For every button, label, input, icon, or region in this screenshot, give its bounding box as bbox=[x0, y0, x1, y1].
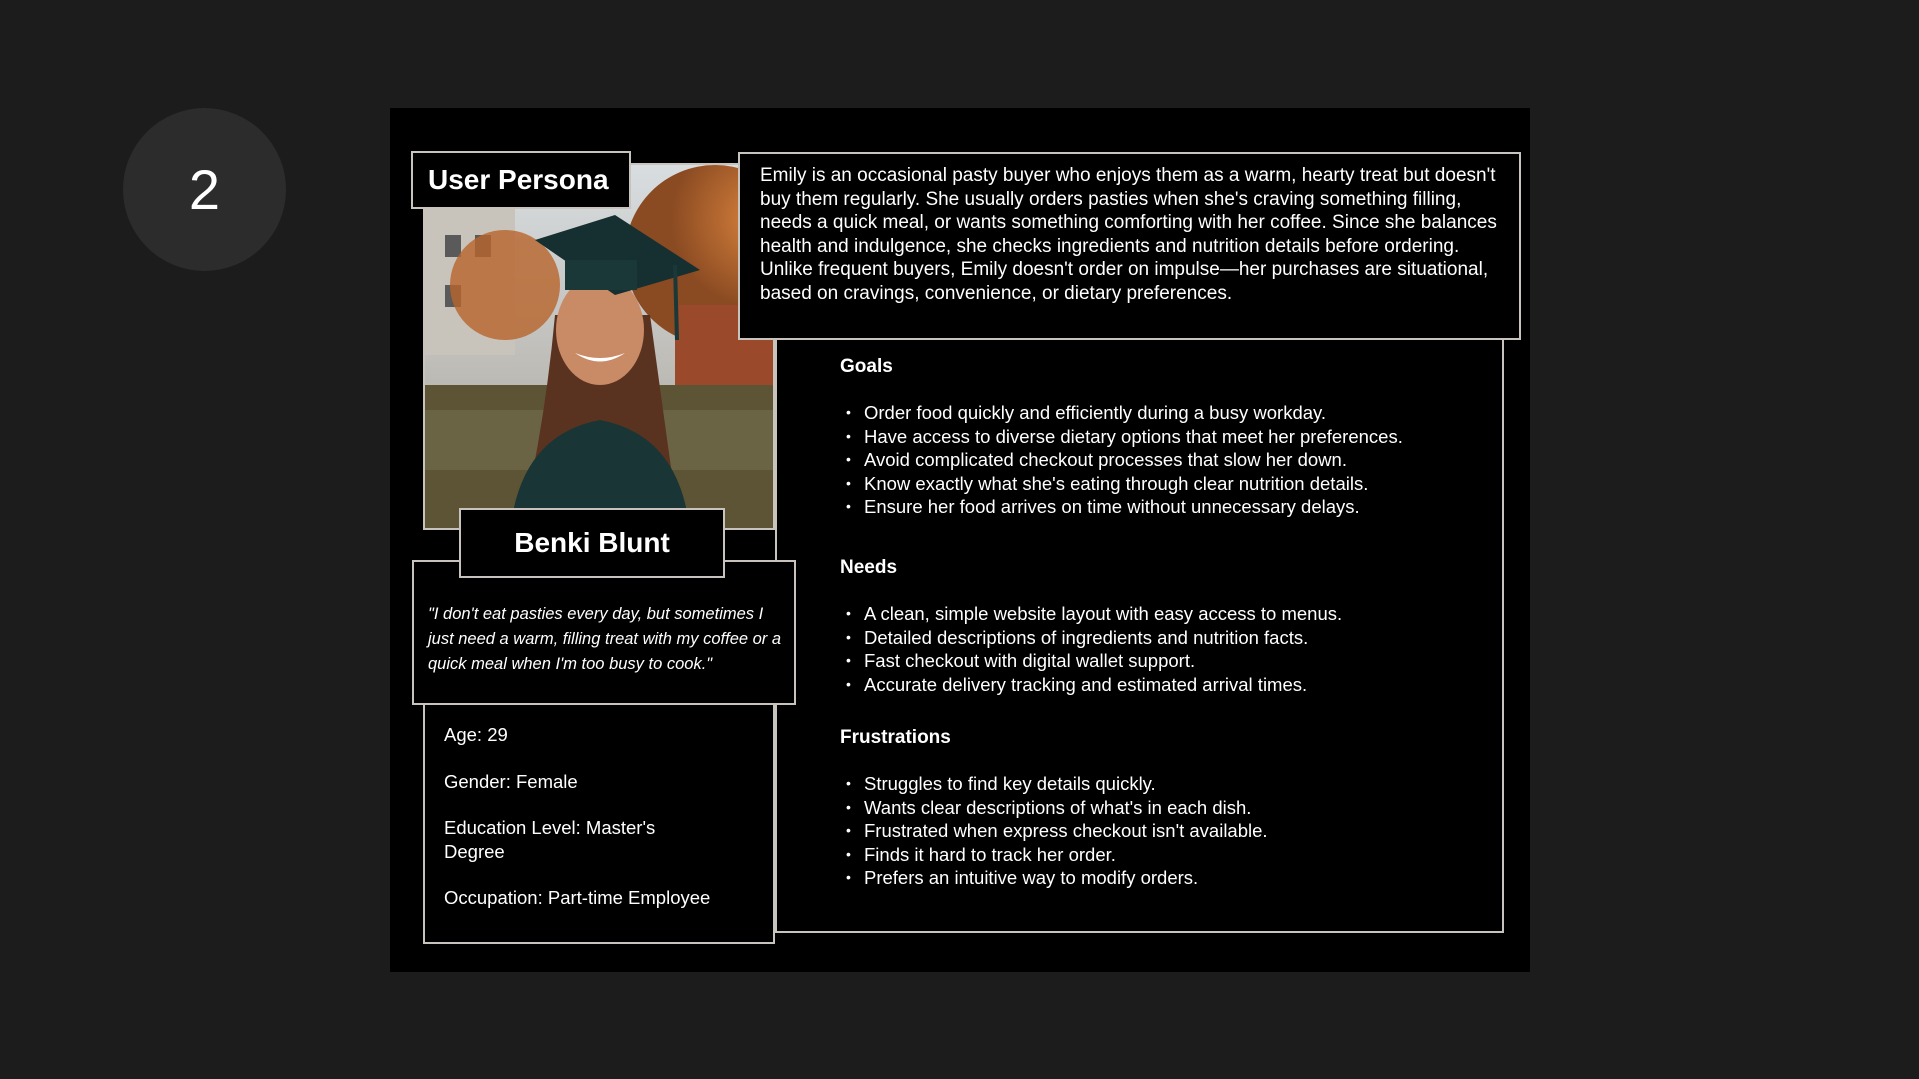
list-item: • Finds it hard to track her order. bbox=[840, 843, 1500, 867]
needs-heading: Needs bbox=[840, 557, 898, 578]
demographics-card bbox=[423, 703, 775, 944]
graduate-photo-image bbox=[425, 165, 775, 530]
age-text: Age: 29 bbox=[444, 724, 508, 745]
list-item: • Wants clear descriptions of what's in each dish. bbox=[840, 796, 1500, 820]
goals-section bbox=[840, 356, 1500, 519]
persona-slide bbox=[390, 108, 1530, 972]
list-item: • A clean, simple website layout with easy access to menus. bbox=[840, 602, 1500, 626]
list-item: • Order food quickly and efficiently during a busy workday. bbox=[840, 401, 1500, 425]
list-item: • Struggles to find key details quickly. bbox=[840, 772, 1500, 796]
frustrations-heading: Frustrations bbox=[840, 727, 951, 748]
list-item: • Accurate delivery tracking and estimated arrival times. bbox=[840, 673, 1500, 697]
slide-number: 2 bbox=[188, 158, 221, 221]
slide-number-badge bbox=[123, 108, 286, 271]
education-text: Education Level: Master's Degree bbox=[444, 817, 656, 862]
persona-quote: "I don't eat pasties every day, but sometimes I just need a warm, filling treat with my coffee or a quick meal when I'm too busy to cook." bbox=[412, 560, 796, 705]
frustrations-section bbox=[840, 727, 1500, 890]
list-item: • Fast checkout with digital wallet support. bbox=[840, 649, 1500, 673]
list-item: • Detailed descriptions of ingredients and nutrition facts. bbox=[840, 626, 1500, 650]
occupation-text: Occupation: Part-time Employee bbox=[444, 887, 711, 908]
list-item: • Have access to diverse dietary options that meet her preferences. bbox=[840, 425, 1500, 449]
list-item: • Know exactly what she's eating through clear nutrition details. bbox=[840, 472, 1500, 496]
frustrations-list bbox=[840, 772, 1500, 890]
persona-summary: Emily is an occasional pasty buyer who enjoys them as a warm, hearty treat but doesn't buy them regularly. She usually orders pasties when she's craving something filling, needs a quick meal, or wants something comforting with her coffee. Since she balances health and indulgence, she checks ingredients and nutrition details before ordering. Unlike frequent buyers, Emily doesn't order on impulse—her purchases are situational, based on cravings, convenience, or dietary preferences. bbox=[738, 152, 1521, 340]
list-item: • Prefers an intuitive way to modify orders. bbox=[840, 866, 1500, 890]
list-item: • Avoid complicated checkout processes that slow her down. bbox=[840, 448, 1500, 472]
list-item: • Frustrated when express checkout isn't available. bbox=[840, 819, 1500, 843]
gender-text: Gender: Female bbox=[444, 770, 578, 792]
goals-heading: Goals bbox=[840, 356, 893, 377]
list-item: • Ensure her food arrives on time without unnecessary delays. bbox=[840, 495, 1500, 519]
needs-section bbox=[840, 557, 1500, 696]
goals-list bbox=[840, 401, 1500, 519]
persona-photo bbox=[423, 163, 775, 530]
persona-title: User Persona bbox=[411, 151, 631, 209]
needs-list bbox=[840, 602, 1500, 696]
persona-name: Benki Blunt bbox=[459, 508, 725, 578]
